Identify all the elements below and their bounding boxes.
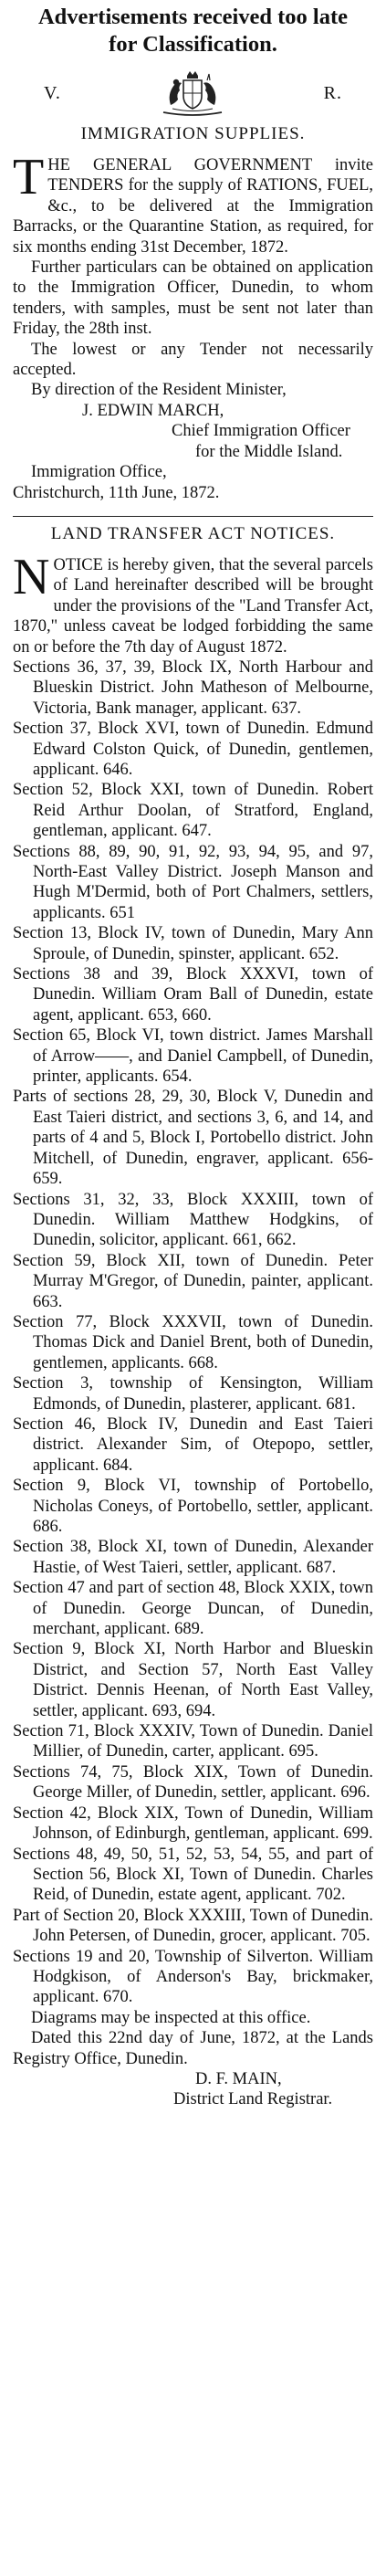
land-entry: Section 13, Block IV, town of Dunedin, Mary Ann Sproule, of Dunedin, spinster, applicant. 652. [13,924,373,963]
land-entry: Sections 74, 75, Block XIX, Town of Dunedin. George Miller, of Dunedin, settler, applicant. 696. [13,1762,373,1803]
immigration-paragraph-1: HE GENERAL GOVERNMENT invite TENDERS for the supply of RATIONS, FUEL, &c., to be delivered at the Immigration Barracks, or the Quarantine Station, as required, for six months ending 31st December, 1872. [13,156,373,257]
land-entry: Section 77, Block XXXVII, town of Dunedin. Thomas Dick and Daniel Brent, both of Dunedin, gentlemen, applicants. 668. [13,1312,373,1372]
land-entry: Section 3, township of Kensington, William Edmonds, of Dunedin, plasterer, applicant. 681. [13,1374,373,1414]
section-divider [13,516,373,517]
land-entry: Section 52, Block XXI, town of Dunedin. Robert Reid Arthur Doolan, of Stratford, England, gentleman, applicant. 647. [13,781,373,841]
land-entry: Sections 19 and 20, Township of Silverton. William Hodgkison, of Anderson's Bay, brickmaker, applicant. 670. [13,1947,373,2007]
land-entry: Parts of sections 28, 29, 30, Block V, Dunedin and East Taieri district, and sections 3, 6, and 14, and parts of 4 and 5, Block I, Portobello district. John Mitchell, of Dunedin, engraver, applicant. 656-659. [13,1088,373,1189]
land-entry: Section 46, Block IV, Dunedin and East Taieri district. Alexander Sim, of Otepopo, settler, applicant. 684. [13,1414,373,1475]
land-entry: Section 71, Block XXXIV, Town of Dunedin. Daniel Millier, of Dunedin, carter, applicant. 695. [13,1722,373,1761]
royal-crest-row [13,68,373,119]
land-entry: Sections 88, 89, 90, 91, 92, 93, 94, 95, and 97, North-East Valley District. Joseph Manson and Hugh M'Dermid, both of Port Chalmers, settlers, applicants. 651 [13,842,373,922]
headline-line-2: for Classification. [109,32,277,57]
royal-coat-of-arms-icon [151,68,235,118]
immigration-paragraph-3: The lowest or any Tender not necessarily accepted. [13,340,373,380]
land-signatory: D. F. MAIN, [195,2069,282,2088]
immigration-notice [13,149,373,258]
land-transfer-intro [13,548,373,657]
immigration-office: Immigration Office, [31,463,167,482]
immigration-dropcap: T [13,149,45,205]
crest-right-letter: R. [323,82,342,103]
land-entry: Part of Section 20, Block XXXIII, Town of Dunedin. John Petersen, of Dunedin, grocer, applicant. 705. [13,1906,373,1946]
land-entry: Section 37, Block XVI, town of Dunedin. Edmund Edward Colston Quick, of Dunedin, gentlemen, applicant. 646. [13,720,373,779]
land-transfer-dropcap: N [13,548,50,605]
land-transfer-intro-text: OTICE is hereby given, that the several parcels of Land hereinafter described will be brought under the provisions of the "Land Transfer Act, 1870," unless caveat be lodged forbidding the same on or before the 7th day of August 1872. [13,555,373,657]
immigration-title: IMMIGRATION SUPPLIES. [80,124,306,143]
immigration-place-date: Christchurch, 11th June, 1872. [13,483,220,502]
headline-line-1: Advertisements received too late [37,5,349,29]
land-closing-2: Dated this 22nd day of June, 1872, at the Lands Registry Office, Dunedin. [13,2029,373,2068]
immigration-signatory-title-1: Chief Immigration Officer [172,422,350,441]
land-entry: Section 9, Block VI, township of Portobello, Nicholas Coneys, of Portobello, settler, applicant. 686. [13,1477,373,1536]
immigration-signatory-title-2: for the Middle Island. [195,442,343,461]
headline [13,4,373,58]
land-entry: Section 59, Block XII, town of Dunedin. Peter Murray M'Gregor, of Dunedin, painter, applicant. 663. [13,1251,373,1311]
land-transfer-entries [13,657,373,2008]
crest-left-letter: V. [44,82,61,103]
land-entry: Sections 31, 32, 33, Block XXXIII, town of Dunedin. William Matthew Hodgkins, of Dunedin, solicitor, applicant. 661, 662. [13,1190,373,1250]
immigration-paragraph-4: By direction of the Resident Minister, [31,381,287,400]
land-entry: Sections 38 and 39, Block XXXVI, town of Dunedin. William Oram Ball of Dunedin, estate agent, applicant. 653, 660. [13,965,373,1025]
land-entry: Section 42, Block XIX, Town of Dunedin, William Johnson, of Edinburgh, gentleman, applicant. 699. [13,1803,373,1844]
land-entry: Section 38, Block XI, town of Dunedin, Alexander Hastie, of West Taieri, settler, applicant. 687. [13,1538,373,1577]
land-closing-1: Diagrams may be inspected at this office. [31,2008,311,2027]
land-entry: Section 9, Block XI, North Harbor and Blueskin District, and Section 57, North East Valley District. Dennis Heenan, of North East Valley, settler, applicant. 693, 694. [13,1640,373,1720]
land-entry: Sections 36, 37, 39, Block IX, North Harbour and Blueskin District. John Matheson of Melbourne, Victoria, Bank manager, applicant. 637. [13,657,373,718]
land-transfer-title: LAND TRANSFER ACT NOTICES. [50,523,336,543]
land-entry: Sections 48, 49, 50, 51, 52, 53, 54, 55, and part of Section 56, Block XI, Town of Dunedin. Charles Reid, of Dunedin, estate agent, applicant. 702. [13,1845,373,1905]
immigration-signatory: J. EDWIN MARCH, [82,401,224,420]
immigration-paragraph-2: Further particulars can be obtained on application to the Immigration Officer, Dunedin, to whom tenders, with samples, must be sent not later than Friday, the 28th inst. [13,258,373,339]
land-entry: Section 65, Block VI, town district. James Marshall of Arrow——, and Daniel Campbell, of Dunedin, printer, applicants. 654. [13,1026,373,1087]
land-entry: Section 47 and part of section 48, Block XXIX, town of Dunedin. George Duncan, of Dunedin, merchant, applicant. 689. [13,1579,373,1639]
land-signatory-title: District Land Registrar. [173,2090,333,2109]
